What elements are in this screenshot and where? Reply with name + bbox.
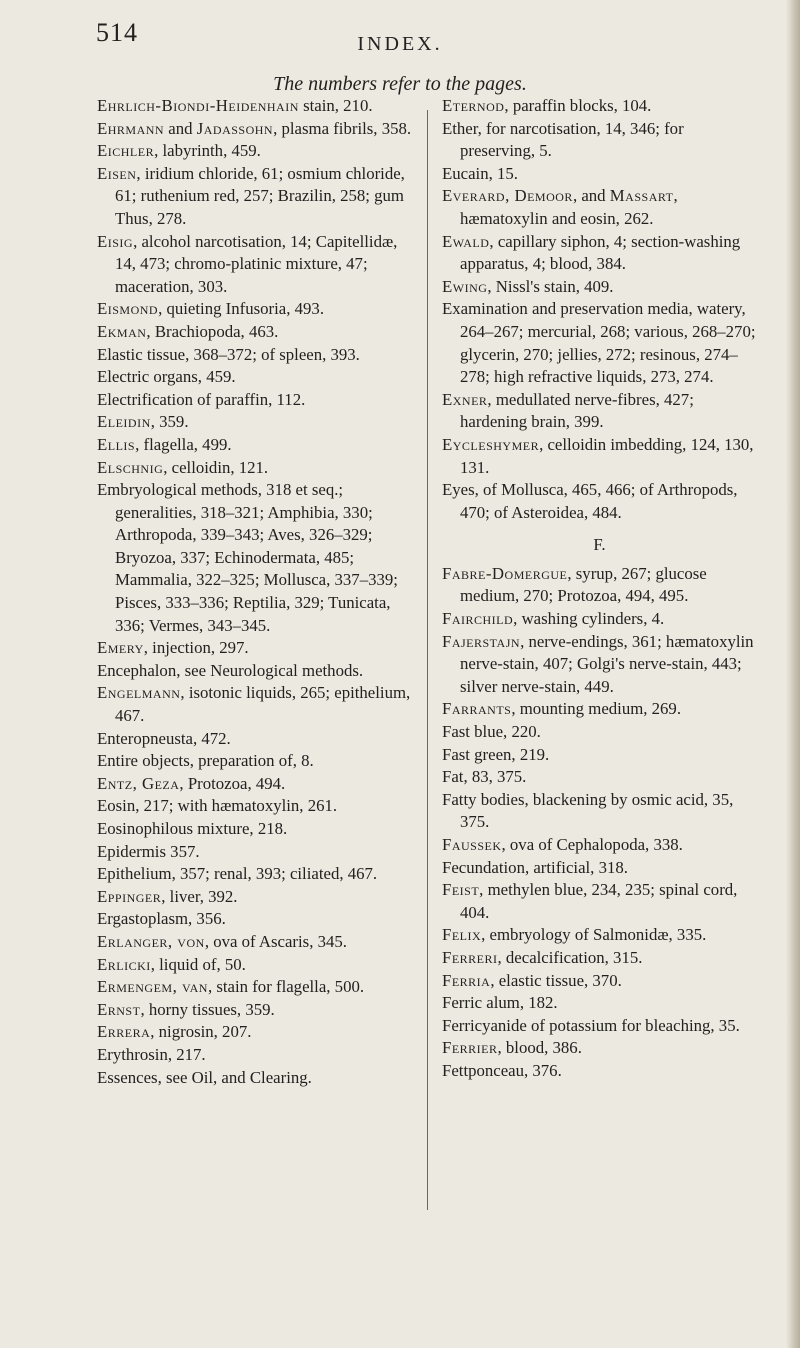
index-entry-author: Eternod (442, 96, 505, 115)
index-entry (442, 992, 757, 1015)
index-entry-text: Erythrosin, 217. (97, 1044, 206, 1064)
index-section-letter: F. (593, 535, 606, 555)
index-entry (97, 728, 412, 751)
index-entry-author: Errera (97, 1022, 151, 1042)
index-entry (97, 999, 412, 1022)
index-entry-text: , plasma fibrils, 358. (273, 118, 412, 138)
index-entry (97, 1021, 412, 1044)
index-entry-author: Ewald (442, 231, 490, 251)
index-entry-author: Massart (609, 186, 674, 206)
index-entry (442, 834, 757, 857)
index-entry (442, 1060, 757, 1083)
index-entry-author: Everard, Demoor (442, 186, 573, 206)
index-entry-text: , 359. (150, 412, 189, 432)
index-entry-text: Essences, see Oil, and Clearing. (97, 1067, 312, 1087)
index-entry-text: Fettponceau, 376. (442, 1060, 562, 1080)
page-number: 514 (96, 18, 138, 47)
index-entry (442, 857, 757, 880)
index-entry-text: , isotonic liquids, 265; epithelium, 467. (115, 683, 411, 726)
index-entry-text: , labyrinth, 459. (154, 141, 261, 161)
index-entry-author: Emery (97, 638, 144, 658)
index-entry (442, 744, 757, 767)
index-entry-text: Ergastoplasm, 356. (97, 909, 226, 929)
index-entry-text: , and (572, 186, 610, 206)
index-entry-text: , quieting Infusoria, 493. (158, 299, 325, 319)
index-entry (97, 163, 412, 231)
index-entry-text: , decalcification, 315. (497, 947, 643, 967)
index-entry (97, 479, 412, 637)
index-entry (97, 434, 412, 457)
index-entry-text: Fast green, 219. (442, 744, 550, 764)
index-entry-author: Felix (442, 925, 482, 945)
index-entry (97, 750, 412, 773)
index-entry (442, 608, 757, 631)
index-entry-text: , washing cylinders, 4. (513, 609, 665, 629)
index-entry (442, 118, 757, 163)
index-entry (442, 185, 757, 230)
index-entry-text: , alcohol narcotisation, 14; Capitellidæ, 14, 473; chromo-platinic mixture, 47; maceration, 303. (115, 231, 398, 296)
index-entry-text: Fat, 83, 375. (442, 767, 527, 787)
index-entry-text: Ferric alum, 182. (442, 993, 558, 1013)
index-entry (97, 457, 412, 480)
index-entry (442, 924, 757, 947)
index-entry (442, 721, 757, 744)
index-entry-author: Ellis (97, 434, 136, 454)
index-entry-text: Examination and preservation media, watery, 264–267; mercurial, 268; various, 268–270; glycerin, 270; jellies, 272; resinous, 274–278; high refractive liquids, 273, 274. (442, 299, 756, 387)
index-entry-text: , horny tissues, 359. (140, 999, 275, 1019)
index-entry-text: , Brachiopoda, 463. (146, 321, 279, 341)
index-entry-text: Entire objects, preparation of, 8. (97, 751, 314, 771)
index-entry (97, 682, 412, 727)
index-entry-author: Feist (442, 880, 480, 900)
index-entry (97, 321, 412, 344)
index-entry-text: , ova of Cephalopoda, 338. (501, 835, 683, 854)
index-entry-text: , liver, 392. (161, 886, 238, 906)
index-entry-text: Epithelium, 357; renal, 393; ciliated, 467. (97, 864, 378, 884)
index-entry (442, 1015, 757, 1038)
index-entry-text: Eyes, of Mollusca, 465, 466; of Arthropods, 470; of Asteroidea, 484. (442, 480, 738, 522)
index-entry-author: Ferreri (442, 947, 498, 967)
index-entry-author: Ehrlich-Biondi-Heidenhain (97, 96, 299, 115)
index-entry (442, 276, 757, 299)
index-entry-author: Farrants (442, 699, 512, 719)
index-entry (97, 411, 412, 434)
index-entry (442, 231, 757, 276)
index-entry (442, 95, 757, 118)
index-entry-text: , stain for flagella, 500. (207, 977, 365, 997)
index-entry-author: Eleidin (97, 412, 151, 432)
index-entry-author: Entz, Geza (97, 773, 180, 793)
index-entry-author: Eppinger (97, 886, 162, 906)
index-entry-text: Ferricyanide of potassium for bleaching, 35. (442, 1015, 740, 1035)
index-entry (97, 298, 412, 321)
index-entry-text: , syrup, 267; glucose medium, 270; Protozoa, 494, 495. (460, 563, 707, 606)
index-entry-author: Erlicki (97, 954, 151, 974)
index-entry (97, 818, 412, 841)
index-entry (442, 879, 757, 924)
index-entry-author: Eycleshymer (442, 434, 540, 454)
index-entry (97, 344, 412, 367)
index-entry (442, 766, 757, 789)
index-entry-text: , hæmatoxylin and eosin, 262. (460, 186, 678, 228)
index-entry-author: Elschnig (97, 457, 164, 477)
index-entry (97, 1067, 412, 1090)
index-entry-text: Eucain, 15. (442, 163, 518, 183)
index-entry (442, 298, 757, 388)
index-entry-author: Ferrier (442, 1038, 498, 1058)
index-entry-text: Electrification of paraffin, 112. (97, 389, 306, 409)
page-subtitle: The numbers refer to the pages. (273, 73, 527, 95)
index-entry-text: , embryology of Salmonidæ, 335. (481, 925, 707, 945)
index-entry (442, 389, 757, 434)
index-entry-text: , injection, 297. (143, 638, 249, 658)
index-entry (97, 637, 412, 660)
index-column-right (442, 95, 757, 1083)
index-entry-text: Encephalon, see Neurological methods. (97, 660, 364, 680)
index-entry-author: Eisig (97, 231, 134, 251)
index-entry-author: Eisen (97, 163, 137, 183)
index-entry-author: Ehrmann (97, 118, 165, 138)
index-entry-author: Ernst (97, 999, 141, 1019)
index-entry-author: Engelmann (97, 683, 181, 703)
index-entry (97, 1044, 412, 1067)
page-edge-shadow (786, 0, 800, 1348)
index-entry (442, 1037, 757, 1060)
index-entry-text: Fatty bodies, blackening by osmic acid, 35, 375. (442, 789, 734, 832)
index-entry-text: , ova of Ascaris, 345. (204, 931, 347, 951)
index-entry-text: , paraffin blocks, 104. (504, 96, 652, 115)
index-entry-text: Embryological methods, 318 et seq.; generalities, 318–321; Amphibia, 330; Arthropoda, 339–343; Aves, 326–329; Bryozoa, 337; Echinodermata, 485; Mammalia, 322–325; Mollusca, 337–339; Pisces, 333–336; Reptilia, 329; Tunicata, 336; Vermes, 343–345. (97, 480, 398, 635)
index-entry-author: Ferria (442, 970, 491, 990)
index-entry-text: Enteropneusta, 472. (97, 728, 231, 748)
index-entry-author: Eichler (97, 141, 155, 161)
column-divider (427, 110, 428, 1210)
index-entry-text: , liquid of, 50. (150, 954, 246, 974)
index-entry-text: , nerve-endings, 361; hæmatoxylin nerve-stain, 407; Golgi's nerve-stain, 443; silver nerve-stain, 449. (460, 631, 754, 696)
index-entry (442, 163, 757, 186)
index-entry-author: Ermengem, van (97, 977, 208, 997)
index-entry-author: Faussek (442, 835, 502, 854)
index-entry-text: Fecundation, artificial, 318. (442, 857, 628, 877)
index-entry-author: Jadassohn (196, 118, 274, 138)
index-entry-text: , Nissl's stain, 409. (487, 276, 614, 296)
index-entry (97, 389, 412, 412)
index-entry (442, 434, 757, 479)
index-entry (97, 231, 412, 299)
index-entry-text: , celloidin imbedding, 124, 130, 131. (460, 434, 754, 477)
index-entry (442, 970, 757, 993)
index-entry (97, 841, 412, 864)
index-entry-text: , medullated nerve-fibres, 427; hardening brain, 399. (460, 389, 694, 432)
index-entry (442, 698, 757, 721)
index-entry (97, 795, 412, 818)
index-entry-text: , capillary siphon, 4; section-washing apparatus, 4; blood, 384. (460, 231, 741, 274)
index-entry (97, 118, 412, 141)
index-entry-text: and (164, 118, 197, 138)
index-entry (442, 631, 757, 699)
index-entry (97, 954, 412, 977)
index-entry (442, 947, 757, 970)
index-entry (97, 863, 412, 886)
index-entry-text: Eosin, 217; with hæmatoxylin, 261. (97, 796, 338, 816)
index-entry-text: , nigrosin, 207. (150, 1022, 252, 1042)
index-entry-author: Exner (442, 389, 488, 409)
index-entry-text: , celloidin, 121. (163, 457, 269, 477)
index-entry (442, 563, 757, 608)
index-entry-text: , Protozoa, 494. (179, 773, 286, 793)
index-entry-author: Eismond (97, 299, 159, 319)
index-entry-author: Fairchild (442, 609, 514, 629)
index-entry (97, 660, 412, 683)
index-entry-author: Fabre-Domergue (442, 563, 568, 583)
index-entry-author: Ekman (97, 321, 147, 341)
index-entry-text: , mounting medium, 269. (511, 699, 682, 719)
index-entry (97, 976, 412, 999)
index-entry (97, 773, 412, 796)
index-entry-text: , elastic tissue, 370. (490, 970, 622, 990)
index-entry-text: stain, 210. (298, 96, 373, 115)
index-entry (97, 931, 412, 954)
index-entry (97, 366, 412, 389)
index-entry (442, 479, 757, 524)
index-entry-text: , flagella, 499. (135, 434, 232, 454)
index-entry-text: Ether, for narcotisation, 14, 346; for preserving, 5. (442, 118, 684, 161)
index-entry (442, 789, 757, 834)
index-entry-author: Fajerstajn (442, 631, 521, 651)
index-entry-text: , blood, 386. (497, 1038, 582, 1058)
index-entry-text: , iridium chloride, 61; osmium chloride, 61; ruthenium red, 257; Brazilin, 258; gum Thus, 278. (115, 163, 405, 228)
index-entry-text: Electric organs, 459. (97, 367, 236, 387)
index-entry-text: , methylen blue, 234, 235; spinal cord, 404. (460, 880, 738, 922)
index-entry-text: Fast blue, 220. (442, 722, 541, 742)
index-entry-text: Eosinophilous mixture, 218. (97, 819, 288, 838)
index-entry-text: Elastic tissue, 368–372; of spleen, 393. (97, 344, 360, 364)
index-entry (97, 95, 412, 118)
index-entry (97, 908, 412, 931)
index-entry-text: Epidermis 357. (97, 841, 200, 861)
index-entry (97, 140, 412, 163)
running-head: INDEX. (357, 33, 443, 55)
index-entry (97, 886, 412, 909)
index-entry-author: Ewing (442, 276, 488, 296)
index-column-left (97, 95, 412, 1089)
index-entry-author: Erlanger, von (97, 931, 205, 951)
